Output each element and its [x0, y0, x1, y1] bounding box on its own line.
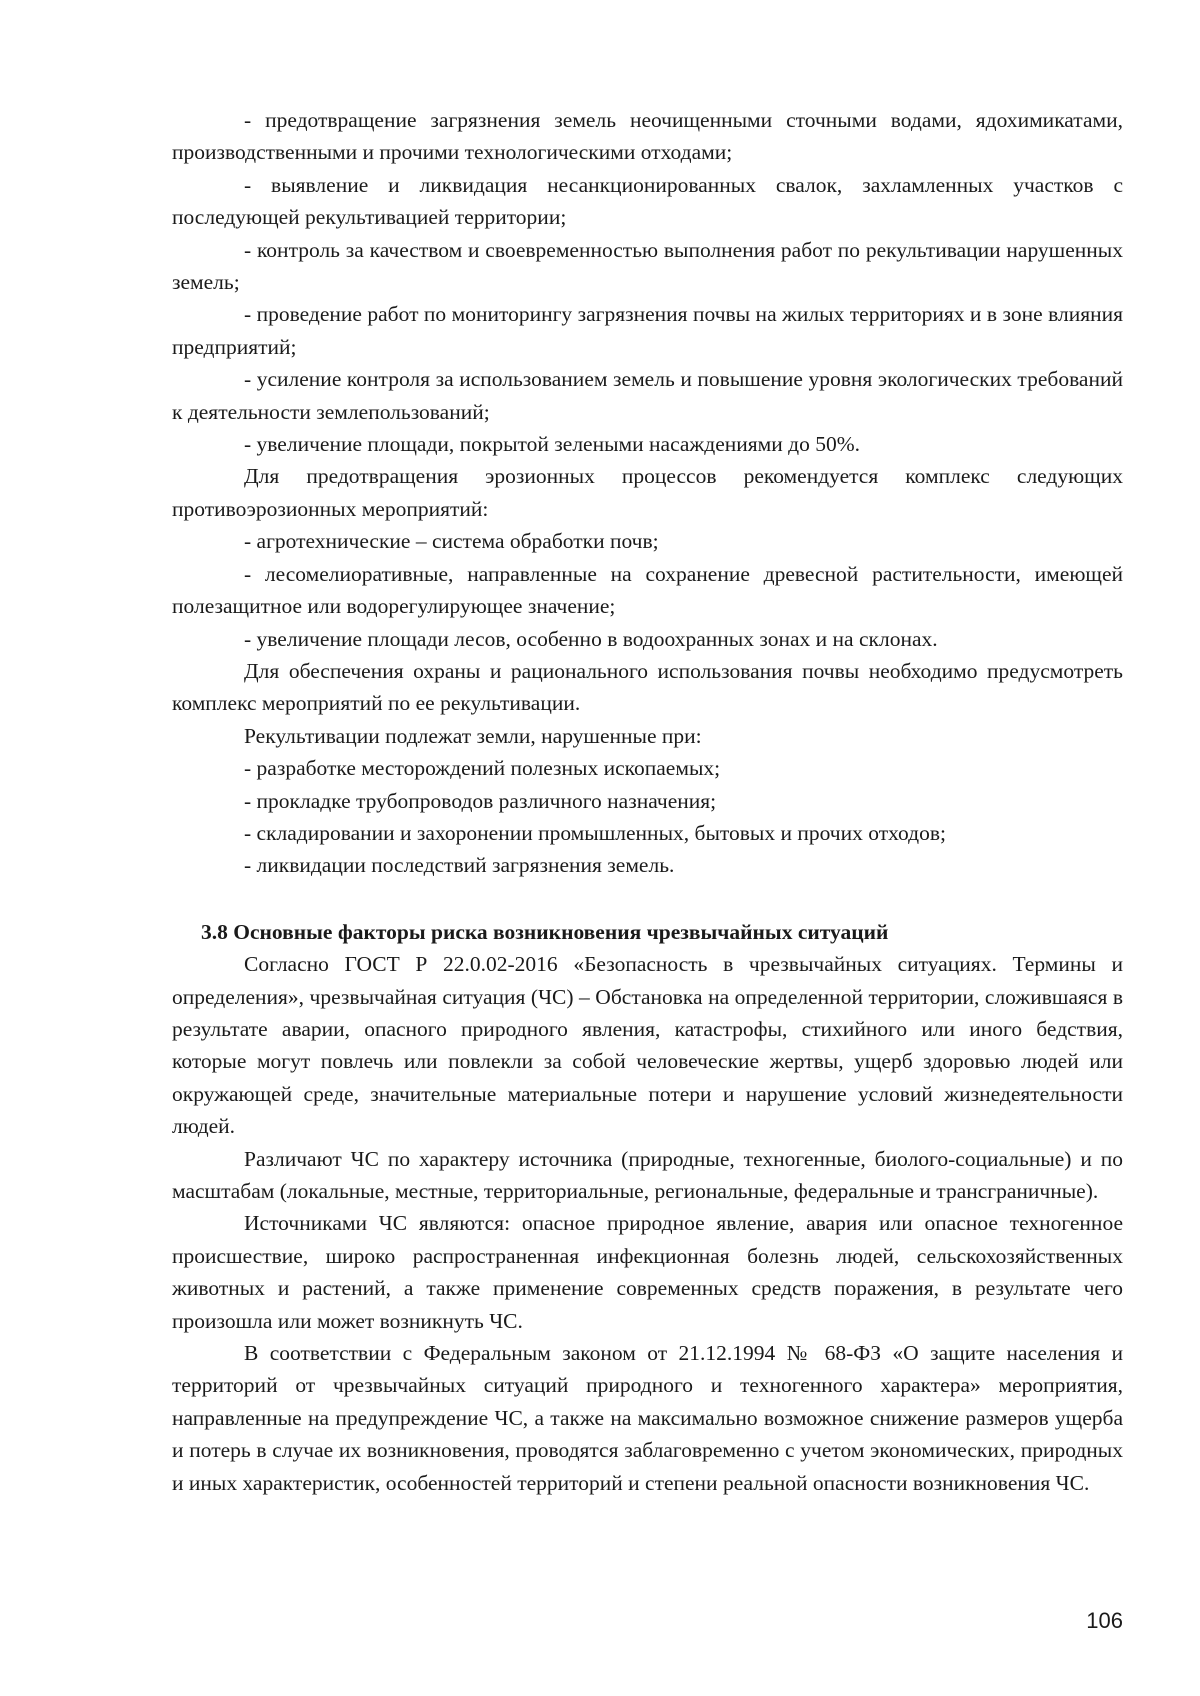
list-item: - усиление контроля за использованием земель и повышение уровня экологических требований к деятельности землепользований; [172, 367, 1123, 424]
section-paragraph: В соответствии с Федеральным законом от 21.12.1994 № 68-ФЗ «О защите населения и территорий от чрезвычайных ситуаций природного и техногенного характера» мероприятия, направленные на предупреждение ЧС, а также на максимально возможное снижение размеров ущерба и потерь в случае их возникновения, проводятся заблаговременно с учетом экономических, природных и иных характеристик, особенностей территорий и степени реальной опасности возникновения ЧС. [172, 1341, 1123, 1495]
list-item: - ликвидации последствий загрязнения земель. [244, 853, 675, 878]
page-number: 106 [1086, 1608, 1123, 1633]
list-item: - увеличение площади, покрытой зелеными насаждениями до 50%. [244, 432, 861, 457]
list-item: - прокладке трубопроводов различного назначения; [244, 788, 717, 813]
list-item: - агротехнические – система обработки почв; [244, 529, 659, 554]
recultivation-intro: Рекультивации подлежат земли, нарушенные при: [244, 723, 702, 748]
section-paragraph: Согласно ГОСТ Р 22.0.02-2016 «Безопасность в чрезвычайных ситуациях. Термины и определения», чрезвычайная ситуация (ЧС) – Обстановка на определенной территории, сложившаяся в результате аварии, опасного природного явления, катастрофы, стихийного или иного бедствия, которые могут повлечь или повлекли за собой человеческие жертвы, ущерб здоровью людей или окружающей среде, значительные материальные потери и нарушение условий жизнедеятельности людей. [172, 952, 1123, 1139]
section-heading: 3.8 Основные факторы риска возникновения чрезвычайных ситуаций [201, 919, 889, 944]
section-spacer [172, 882, 1123, 916]
erosion-intro-paragraph: Для предотвращения эрозионных процессов рекомендуется комплекс следующих противоэрозионных мероприятий: [172, 464, 1123, 521]
document-page [172, 104, 1123, 1499]
list-item: - увеличение площади лесов, особенно в водоохранных зонах и на склонах. [244, 626, 938, 651]
list-item: - лесомелиоративные, направленные на сохранение древесной растительности, имеющей полезащитное или водорегулирующее значение; [172, 561, 1123, 619]
list-item: - выявление и ликвидация несанкционированных свалок, захламленных участков с последующей рекультивацией территории; [172, 172, 1123, 230]
list-item: - проведение работ по мониторингу загрязнения почвы на жилых территориях и в зоне влияния предприятий; [172, 302, 1123, 359]
list-item: - разработке месторождений полезных ископаемых; [244, 756, 721, 781]
section-paragraph: Источниками ЧС являются: опасное природное явление, авария или опасное техногенное происшествие, широко распространенная инфекционная болезнь людей, сельскохозяйственных животных и растений, а также применение современных средств поражения, в результате чего произошла или может возникнуть ЧС. [172, 1211, 1123, 1333]
list-item: - контроль за качеством и своевременностью выполнения работ по рекультивации нарушенных земель; [172, 237, 1123, 295]
protection-paragraph: Для обеспечения охраны и рационального использования почвы необходимо предусмотреть комплекс мероприятий по ее рекультивации. [172, 658, 1123, 716]
list-item: - складировании и захоронении промышленных, бытовых и прочих отходов; [244, 820, 946, 845]
list-item: - предотвращение загрязнения земель неочищенными сточными водами, ядохимикатами, производственными и прочими технологическими отходами; [172, 108, 1123, 165]
section-paragraph: Различают ЧС по характеру источника (природные, техногенные, биолого-социальные) и по масштабам (локальные, местные, территориальные, региональные, федеральные и трансграничные). [172, 1146, 1123, 1203]
